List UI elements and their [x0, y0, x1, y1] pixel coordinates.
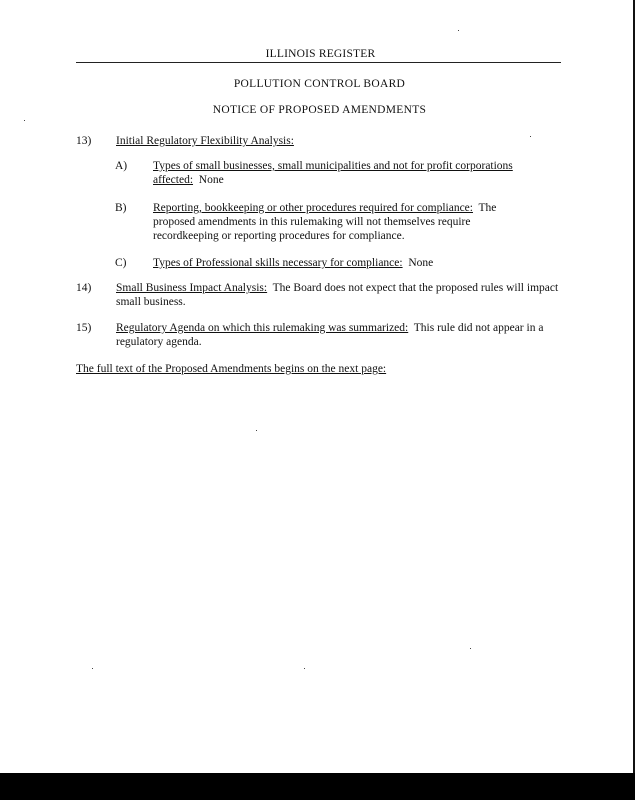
item-15-number: 15) — [76, 322, 92, 334]
item-b-value: The proposed amendments in this rulemaking will not themselves require recordkeeping or reporting procedures for compliance. — [153, 202, 497, 242]
scan-bottom-bar — [0, 773, 635, 800]
item-c-text — [153, 256, 553, 270]
item-b-heading: Reporting, bookkeeping or other procedures required for compliance: — [153, 202, 473, 214]
item-13-heading-text: Initial Regulatory Flexibility Analysis: — [116, 135, 294, 147]
full-text-note-text: The full text of the Proposed Amendments begins on the next page: — [76, 363, 387, 375]
item-15-value: This rule did not appear in a regulatory agenda. — [116, 322, 544, 348]
scan-speck — [304, 668, 305, 669]
item-14-number: 14) — [76, 282, 92, 294]
item-13-number: 13) — [76, 135, 92, 147]
scan-speck — [24, 120, 25, 121]
item-b-letter: B) — [115, 202, 127, 214]
scan-speck — [92, 668, 93, 669]
scan-speck — [530, 136, 531, 137]
scan-speck — [470, 648, 471, 649]
item-15-heading: Regulatory Agenda on which this rulemaking was summarized: — [116, 322, 409, 334]
item-14-text — [116, 281, 566, 309]
agency-title: POLLUTION CONTROL BOARD — [233, 78, 406, 90]
register-title: ILLINOIS REGISTER — [265, 48, 376, 60]
item-a-text — [153, 159, 553, 187]
header-rule — [76, 62, 561, 63]
scan-speck — [458, 30, 459, 31]
item-c-value: None — [408, 257, 434, 269]
item-a-value: None — [198, 174, 224, 186]
item-a-letter: A) — [115, 160, 128, 172]
item-c-heading: Types of Professional skills necessary for compliance: — [153, 257, 403, 269]
item-15-text — [116, 321, 566, 349]
item-a-heading: Types of small businesses, small municipalities and not for profit corporations affected: — [153, 160, 513, 186]
item-13-heading — [116, 134, 294, 148]
item-c-letter: C) — [115, 257, 127, 269]
notice-title: NOTICE OF PROPOSED AMENDMENTS — [212, 104, 427, 116]
item-b-text — [153, 201, 533, 243]
item-14-heading: Small Business Impact Analysis: — [116, 282, 268, 294]
item-14-value: The Board does not expect that the proposed rules will impact small business. — [116, 282, 559, 308]
full-text-note — [76, 362, 386, 376]
scan-speck — [256, 430, 257, 431]
